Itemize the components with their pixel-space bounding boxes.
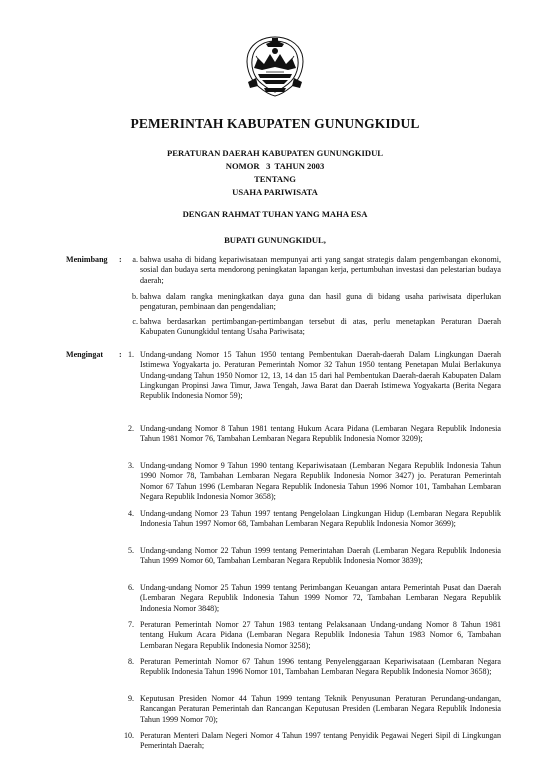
kabupaten-gunungkidul-coat-of-arms-icon [244, 34, 306, 98]
item-text: Undang-undang Nomor 9 Tahun 1990 tentang Kepariwisataan (Lembaran Negara Republik Indonesia Tahun 1990 Nomor 78, Tambahan Lembaran Negara Republik Indonesia Nomor 3427) jo. Peraturan Pemerintah Nomor 67 Tahun 1996 (Lembaran Negara Republik Indonesia Tahun 1996 Nomor 101, Tambahan Lembaran Negara Republik Indonesia Nomor 3658); [140, 461, 501, 502]
blessing-line: DENGAN RAHMAT TUHAN YANG MAHA ESA [182, 209, 368, 219]
item-text: Peraturan Pemerintah Nomor 67 Tahun 1996 tentang Penyelenggaraan Kepariwisataan (Lembaran Negara Republik Indonesia Tahun 1996 Nomor 101, Tambahan Lembaran Negara Republik Indonesia Nomor 3658); [140, 657, 501, 677]
item-marker: 8. [127, 657, 134, 666]
item-marker: a. [132, 255, 138, 264]
issuer-line: BUPATI GUNUNGKIDUL, [224, 235, 326, 245]
mengingat-section [66, 350, 501, 770]
menimbang-section [66, 255, 501, 345]
item-marker: 2. [127, 424, 134, 433]
mengingat-colon: : [119, 350, 122, 359]
item-marker: 3. [127, 461, 134, 470]
menimbang-label: Menimbang [66, 255, 108, 264]
item-text: Peraturan Menteri Dalam Negeri Nomor 4 Tahun 1997 tentang Penyidik Pegawai Negeri Sipil di Lingkungan Pemerintah Daerah; [140, 731, 501, 751]
item-text: Undang-undang Nomor 23 Tahun 1997 tentang Pengelolaan Lingkungan Hidup (Lembaran Negara Republik Indonesia Tahun 1997 Nomor 68, Tambahan Lembaran Negara Republik Indonesia Nomor 3699); [140, 509, 501, 529]
item-text: Keputusan Presiden Nomor 44 Tahun 1999 tentang Teknik Penyusunan Peraturan Perundang-undangan, Rancangan Peraturan Pemerintah dan Rancangan Keputusan Presiden (Lembaran Negara Republik Indonesia Tahun 1999 Nomor 70); [140, 694, 501, 724]
item-marker: 1. [127, 350, 134, 359]
item-text: bahwa usaha di bidang kepariwisataan mempunyai arti yang sangat strategis dalam pengembangan ekonomi, sosial dan budaya serta mendorong peningkatan lapangan kerja, pertumbuhan investasi dan pelestarian budaya daerah; [140, 255, 501, 285]
mengingat-label: Mengingat [66, 350, 104, 359]
item-text: bahwa berdasarkan pertimbangan-pertimbangan tersebut di atas, perlu menetapkan Peraturan Daerah Kabupaten Gunungkidul tentang Usaha Pariwisata; [140, 317, 501, 337]
regulation-about: TENTANG [254, 174, 296, 184]
government-title: PEMERINTAH KABUPATEN GUNUNGKIDUL [130, 116, 420, 131]
item-text: Undang-undang Nomor 15 Tahun 1950 tentang Pembentukan Daerah-daerah Dalam Lingkungan Daerah Istimewa Yogyakarta jo. Peraturan Pemerintah Nomor 32 Tahun 1950 tentang Penetapan Mulai Berlakunya Undang-undang Tahun 1950 Nomor 12, 13, 14 dan 15 dari hal Pembentukan Daerah-daerah Kabupaten Dalam Lingkungan Propinsi Jawa Timur, Jawa Tengah, Jawa Barat dan Daerah Istimewa Yogyakarta (Berita Negara Republik Indonesia Nomor 59); [140, 350, 501, 401]
item-marker: 7. [127, 620, 134, 629]
item-text: bahwa dalam rangka meningkatkan daya guna dan hasil guna di bidang usaha pariwisata diperlukan pengaturan, pembinaan dan pengendalian; [140, 292, 501, 312]
item-text: Undang-undang Nomor 8 Tahun 1981 tentang Hukum Acara Pidana (Lembaran Negara Republik Indonesia Tahun 1981 Nomor 76, Tambahan Lembaran Negara Republik Indonesia Nomor 3209); [140, 424, 501, 444]
item-marker: c. [132, 317, 138, 326]
regulation-subject: USAHA PARIWISATA [232, 187, 318, 197]
menimbang-colon: : [119, 255, 122, 264]
item-marker: 9. [127, 694, 134, 703]
item-text: Peraturan Pemerintah Nomor 27 Tahun 1983 tentang Pelaksanaan Undang-undang Nomor 8 Tahun 1981 tentang Hukum Acara Pidana (Lembaran Negara Republik Indonesia Tahun 1983 Nomor 6, Tambahan Lembaran Negara Republik Indonesia Nomor 3258); [140, 620, 501, 650]
item-text: Undang-undang Nomor 25 Tahun 1999 tentang Perimbangan Keuangan antara Pemerintah Pusat dan Daerah (Lembaran Negara Republik Indonesia Tahun 1999 Nomor 72, Tambahan Lembaran Negara Republik Indonesia Nomor 3848); [140, 583, 501, 613]
regulation-number: NOMOR 3 TAHUN 2003 [225, 161, 325, 171]
item-marker: 4. [127, 509, 134, 518]
regulation-title: PERATURAN DAERAH KABUPATEN GUNUNGKIDUL [166, 148, 384, 158]
item-marker: 10. [123, 731, 134, 740]
item-marker: 5. [127, 546, 134, 555]
item-marker: 6. [127, 583, 134, 592]
item-text: Undang-undang Nomor 22 Tahun 1999 tentang Pemerintahan Daerah (Lembaran Negara Republik Indonesia Tahun 1999 Nomor 60, Tambahan Lembaran Negara Republik Indonesia Nomor 3839); [140, 546, 501, 566]
item-marker: b. [131, 292, 138, 301]
